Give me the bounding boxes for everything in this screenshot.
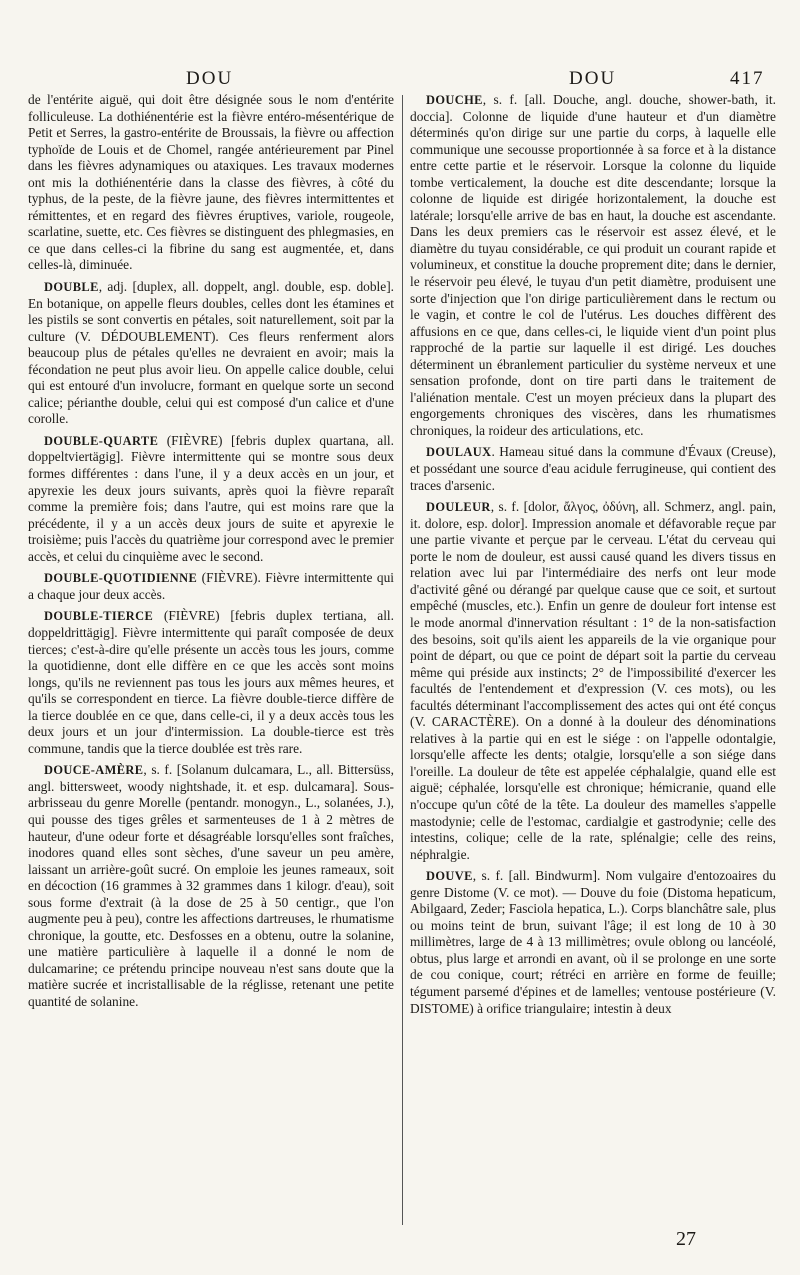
dictionary-entry (28, 92, 394, 274)
entry-headword: DOUBLE-TIERCE (44, 609, 154, 624)
entry-text: (FIÈVRE) [febris duplex tertiana, all. doppeldrittägig]. Fièvre intermittente qui paraît composée de deux tierces; c'est-à-dire qu'elle présente un accès tous les jours, comme la quotidienne, dont elle diffère en ce que les accès sont moins longs, qu'ils ne reviennent pas tous les jours aux mêmes heures, et qu'ils se correspondent en tierce. La fièvre double-tierce diffère de la tierce doublée en ce que, dans celle-ci, il y a deux accès tous les deux jours et un jour d'intermission. La double-tierce est très commune, tandis que la tierce doublée est très rare. (28, 608, 394, 756)
entry-headword: DOULAUX (426, 445, 492, 460)
dictionary-entry (410, 499, 776, 863)
entry-headword: DOUVE (426, 869, 473, 884)
entry-text: (FIÈVRE). Fièvre intermittente qui a chaque jour deux accès. (28, 570, 394, 602)
dictionary-entry (28, 279, 394, 428)
entry-headword: DOULEUR (426, 500, 491, 515)
entry-text: , s. f. [all. Bindwurm]. Nom vulgaire d'entozoaires du genre Distome (V. ce mot). — Douve du foie (Distoma hepaticum, Abilgaard, Zeder; Fasciola hepatica, L.). Corps blanchâtre sale, plus ou moins teint de brun, suivant l'âge; il est long de 10 à 30 millimètres, large de 4 à 13 millimètres; ovule oblong ou lancéolé, obtus, plus large et arrondi en avant, où il se prolonge en une sorte de cou conique, court; rétréci en arrière en forme de feuille; tégument parsemé d'épines et de lamelles; ventouse postérieure (V. DISTOME) à orifice triangulaire; intestin à deux (410, 868, 776, 1016)
entry-headword: DOUBLE (44, 280, 99, 295)
signature-mark: 27 (676, 1228, 696, 1250)
header-left-word: DOU (186, 68, 234, 89)
dictionary-entry (28, 433, 394, 565)
column-divider (402, 95, 403, 1225)
right-column (410, 92, 776, 1022)
header-right-word: DOU (569, 68, 617, 89)
entry-text: . Hameau situé dans la commune d'Évaux (Creuse), et possédant une source d'eau acidule ferrugineuse, qui contient des traces d'arsenic. (410, 444, 776, 493)
entry-headword: DOUCHE (426, 93, 483, 107)
dictionary-entry (28, 762, 394, 1010)
entry-text: , adj. [duplex, all. doppelt, angl. double, esp. doble]. En botanique, on appelle fleurs doubles, celles dont les étamines et les pistils se sont convertis en pétales, soit naturellement, soit par la culture (V. DÉDOUBLEMENT). Ces fleurs renferment alors beaucoup plus de pétales qu'elles ne devraient en avoir; mais la fécondation ne peut plus avoir lieu. On appelle calice double, celui qui est entouré d'un involucre, formant en quelque sorte un second calice; périanthe double, celui qui est composé d'un calice et d'une corolle. (28, 279, 394, 427)
entry-text: , s. f. [dolor, ἄλγος, ὀδύνη, all. Schmerz, angl. pain, it. dolore, esp. dolor]. Impression anomale et défavorable reçue par une partie vivante et perçue par le cerveau. L'état du cerveau qui porte le nom de douleur, est aussi causé quand les divers tissus en relation avec lui par l'intermédiaire des nerfs ont leur mode d'activité gêné ou dérangé par quelque cause que ce soit, et surtout empêché (muscles, etc.). Enfin un genre de douleur fort intense est le mode anormal d'innervation résultant : 1° de la non-satisfaction des besoins, soit qu'ils aient les appareils de la vie organique pour point de départ, ou que ce point de départ soit la partie du cerveau même qui préside aux instincts; 2° de l'impossibilité d'exercer les facultés de l'entendement et d'expression (V. ces mots), ou les facultés déterminant l'accomplissement des actes qui ont été conçus (V. CARACTÈRE). On a donné à la douleur des dénominations relatives à la partie qui en est le siége : on l'appelle odontalgie, lorsqu'elle affecte les dents; otalgie, lorsqu'elle a son siége dans l'oreille. La douleur de tête est appelée céphalalgie, quand elle est aiguë; céphalée, lorsqu'elle est chronique; hémicranie, quand elle n'occupe qu'un côté de la tête. La douleur des mamelles s'appelle mastodynie; celle de l'estomac, cardialgie et gastrodynie; celle des intestins, colique; celle de la rate, splénalgie; celle des reins, néphralgie. (410, 499, 776, 862)
entry-text: (FIÈVRE) [febris duplex quartana, all. doppeltviertägig]. Fièvre intermittente qui se montre sous deux formes différentes : dans l'une, il y a deux accès en un jour, et apyrexie les deux jours suivants, après quoi la fièvre reparaît comme la première fois; dans l'autre, qui est moins rare que la précédente, il y a un accès deux jours de suite et apyrexie le troisième; puis l'accès du quatrième jour correspond avec le premier accès, et celui du cinquième avec le second. (28, 432, 394, 564)
dictionary-entry (410, 444, 776, 494)
entry-headword: DOUBLE-QUOTIDIENNE (44, 571, 198, 586)
page-number: 417 (730, 68, 765, 89)
dictionary-entry (410, 868, 776, 1017)
left-column (28, 92, 394, 1016)
dictionary-entry (28, 570, 394, 603)
entry-headword: DOUBLE-QUARTE (44, 433, 159, 448)
dictionary-entry (28, 608, 394, 757)
entry-text: , s. f. [all. Douche, angl. douche, shower-bath, it. doccia]. Colonne de liquide d'une hauteur et d'un diamètre déterminés qu'on dirige sur une partie du corps, à laquelle elle communique une secousse proportionnée à sa force et à la distance entre cette partie et le réservoir. Lorsque la colonne du liquide tombe verticalement, la douche est dite descendante; lorsque la colonne de liquide est dirigée horizontalement, la douche est latérale; lorsqu'elle arrive de bas en haut, la douche est ascendante. Dans les deux premiers cas le réservoir est assez élevé, et le diamètre du tuyau considérable, ce qui produit un courant rapide et volumineux, et constitue la douche proprement dite; dans le dernier, le réservoir peu élevé, le tuyau d'un petit diamètre, produisent une sorte d'injection que l'on dirige particulièrement dans le rectum ou le vagin, et contre le col de l'utérus. Les douches diffèrent des affusions en ce que, dans celles-ci, le liquide vient d'un point plus rapproché de la partie sur laquelle il est dirigé. Les douches déterminent un ébranlement particulier du système nerveux et une sensation profonde, dont on tire parti dans le traitement de l'aliénation mentale. C'est un moyen précieux dans la plupart des engorgements chroniques des viscères, dans les rhumatismes chroniques, la roideur des articulations, etc. (410, 92, 776, 438)
entry-headword: DOUCE-AMÈRE (44, 763, 144, 778)
dictionary-entry (410, 92, 776, 439)
entry-text: de l'entérite aiguë, qui doit être désignée sous le nom d'entérite folliculeuse. La dothiénentérie est la fièvre entéro-mésentérique de Petit et Serres, la gastro-entérite de Broussais, la fièvre ou affection typhoïde de Louis et de Chomel, rangée antérieurement par Pinel dans les fièvres adynamiques ou ataxiques. Les travaux modernes ont mis la dothiénentérie dans la classe des fièvres, à côté du typhus, de la peste, de la fièvre jaune, des fièvres intermittentes et rémittentes, et en regard des fièvres éruptives, variole, rougeole, scarlatine, suette, etc. Ces fièvres se distinguent des phlegmasies, en ce que dans celles-ci la fibrine du sang est augmentée, et, dans celles-là, diminuée. (28, 92, 394, 273)
running-header (0, 68, 800, 92)
entry-text: , s. f. [Solanum dulcamara, L., all. Bittersüss, angl. bittersweet, woody nightshade, it. et esp. dulcamara]. Sous-arbrisseau du genre Morelle (pentandr. monogyn., L., solanées, J.), qui pousse des tiges grêles et sarmenteuses de 1 à 2 mètres de hauteur, d'une odeur forte et désagréable lorsqu'elles sont fraîches, inodores quand elles sont sèches, d'une saveur un peu amère, laissant un arrière-goût sucré. On emploie les jeunes rameaux, soit en décoction (16 grammes à 32 grammes dans 1 kilogr. d'eau), soit sous forme d'extrait (à la dose de 25 à 50 centigr., que l'on augmente peu à peu), contre les affections dartreuses, le rhumatisme chronique, la goutte, etc. Desfosses en a obtenu, outre la solanine, une matière particulière à laquelle il a donné le nom de dulcamarine; ce prétendu principe nouveau n'est sans doute que la matière sucrée et incristallisable de la réglisse, retenant une petite quantité de solanine. (28, 762, 394, 1009)
